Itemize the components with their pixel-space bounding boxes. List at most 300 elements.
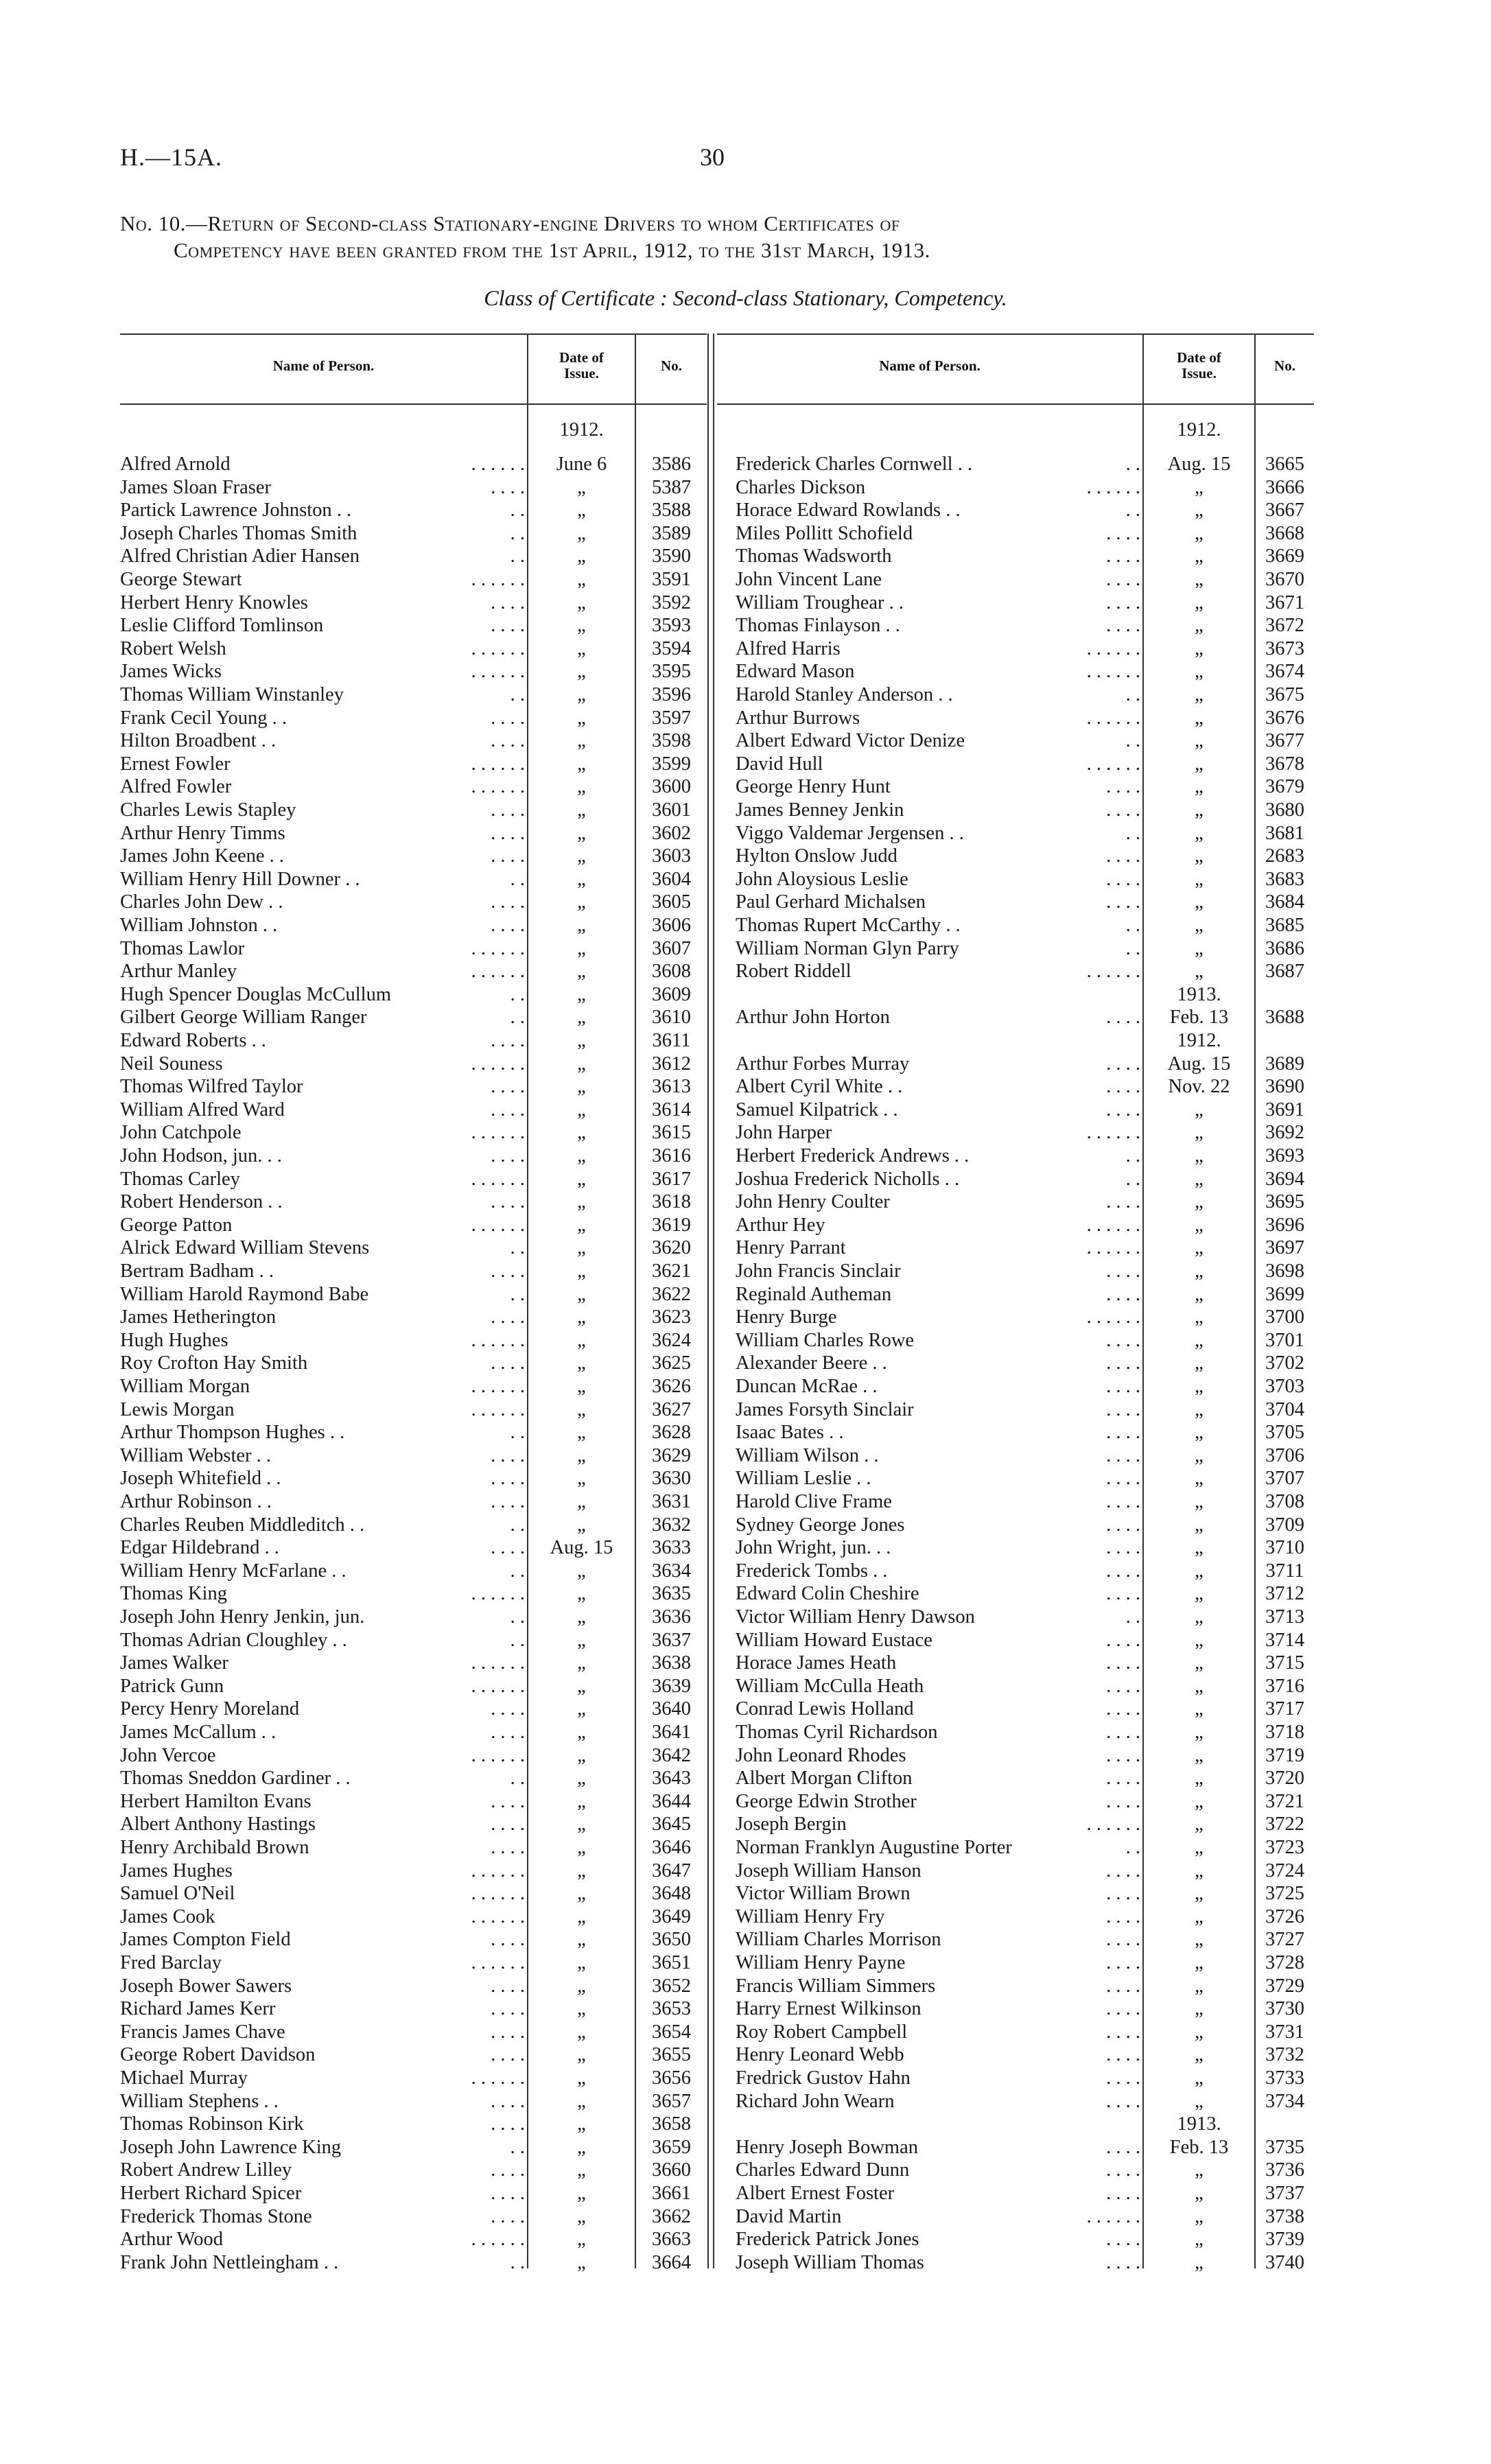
table-row-number: 3686 (1265, 937, 1304, 959)
table-row-name: Thomas Finlayson . . (736, 615, 900, 637)
table-row-leader: . . . . (491, 2159, 525, 2181)
table-row-date: „ (577, 1491, 586, 1512)
table-row-date: „ (577, 1422, 586, 1444)
table-row-number: 3620 (652, 1237, 691, 1259)
table-row-number: 3645 (652, 1814, 691, 1835)
table-row-date: „ (577, 684, 586, 705)
table-row-leader: . . . . (1106, 1975, 1140, 1997)
table-row-date: „ (577, 822, 586, 844)
table-row-number: 3613 (652, 1076, 691, 1098)
table-row-name: Henry Burge (736, 1306, 837, 1328)
table-row-number: 3629 (652, 1444, 691, 1466)
table-row-leader: . . . . . . (471, 1053, 525, 1075)
table-row-date: „ (577, 961, 586, 983)
table-row-name: George Robert Davidson (120, 2044, 316, 2066)
table-row-number: 3695 (1265, 1191, 1304, 1213)
table-row-number: 3618 (652, 1191, 691, 1213)
table-row-leader: . . . . (491, 2021, 525, 2043)
table-row-date: „ (577, 1514, 586, 1536)
table-row-date: „ (1195, 637, 1204, 659)
table-row-name: William Alfred Ward (120, 1099, 285, 1120)
table-row-name: Arthur Thompson Hughes . . (120, 1422, 345, 1444)
table-row-number: 3611 (652, 1030, 691, 1051)
table-row-number: 3730 (1265, 1998, 1304, 2020)
table-row-leader: . . (510, 545, 525, 567)
top-rule-right (717, 333, 1314, 335)
table-row-date: „ (1195, 961, 1204, 983)
table-row-date: „ (1195, 2229, 1204, 2251)
table-row-number: 3632 (652, 1514, 691, 1536)
table-row-leader: . . . . (491, 1790, 525, 1812)
table-row-name: Albert Cyril White . . (736, 1076, 903, 1098)
table-row-number: 3638 (652, 1652, 691, 1674)
table-row-date: „ (1195, 1122, 1204, 1144)
table-row-date: „ (577, 637, 586, 659)
table-row-name: Robert Welsh (120, 637, 226, 659)
table-row-date: „ (577, 1007, 586, 1029)
table-row-leader: . . . . . . (471, 937, 525, 959)
table-row-number: 3636 (652, 1606, 691, 1628)
table-row-leader: . . . . . . (471, 1744, 525, 1766)
table-row-name: Thomas Adrian Cloughley . . (120, 1629, 347, 1651)
table-row-number: 3669 (1265, 545, 1304, 567)
table-row-leader: . . . . (1106, 776, 1140, 798)
table-row-name: Joseph Charles Thomas Smith (120, 522, 357, 544)
table-row-date: „ (1195, 1744, 1204, 1766)
table-row-date: Feb. 13 (1169, 2136, 1229, 2158)
table-row-number: 3657 (652, 2090, 691, 2112)
table-heading (120, 210, 1376, 263)
table-row-number: 3713 (1265, 1606, 1304, 1628)
table-row-number: 3617 (652, 1168, 691, 1190)
table-row-number: 3719 (1265, 1744, 1304, 1766)
table-row-date: „ (1195, 1099, 1204, 1120)
table-row-name: William Howard Eustace (736, 1629, 932, 1651)
table-row-leader: . . . . (1106, 1514, 1140, 1536)
table-row-name: Joshua Frederick Nicholls . . (736, 1168, 960, 1190)
table-row-name: William Webster . . (120, 1444, 272, 1466)
table-row-leader: . . . . (491, 1191, 525, 1213)
table-row-leader: . . . . (491, 1260, 525, 1282)
table-row-name: Francis William Simmers (736, 1975, 936, 1997)
table-row-date: „ (577, 1859, 586, 1881)
table-row-number: 3720 (1265, 1768, 1304, 1790)
table-row-name: Ernest Fowler (120, 753, 231, 775)
table-row-leader: . . . . (1106, 1675, 1140, 1697)
table-row-date: „ (577, 1145, 586, 1166)
table-row-name: Joseph Whitefield . . (120, 1468, 281, 1490)
table-row-date: „ (577, 891, 586, 913)
table-row-date: „ (577, 2067, 586, 2089)
table-row-name: John Henry Coulter (736, 1191, 890, 1213)
table-row-leader: . . . . (1106, 1722, 1140, 1743)
table-row-number: 3732 (1265, 2044, 1304, 2066)
table-row-name: Michael Murray (120, 2067, 248, 2089)
table-row-number: 3697 (1265, 1237, 1304, 1259)
table-row-name: Arthur Robinson . . (120, 1491, 272, 1512)
table-row-name: Thomas William Winstanley (120, 684, 344, 705)
table-row-name: Roy Crofton Hay Smith (120, 1352, 308, 1374)
table-row-number: 3616 (652, 1145, 691, 1166)
table-row-leader: . . . . (1106, 1905, 1140, 1927)
table-row-number: 3594 (652, 637, 691, 659)
table-row-name: Charles Reuben Middleditch . . (120, 1514, 365, 1536)
table-row-name: Victor William Brown (736, 1883, 911, 1905)
table-row-name: Partick Lawrence Johnston . . (120, 500, 352, 521)
table-row-date: „ (577, 522, 586, 544)
table-row-number: 3644 (652, 1790, 691, 1812)
table-row-name: James John Keene . . (120, 845, 285, 867)
right-year-label: 1913. (1177, 2113, 1221, 2135)
table-row-number: 3658 (652, 2113, 691, 2135)
table-row-leader: . . . . (491, 845, 525, 867)
table-row-date: „ (1195, 799, 1204, 821)
table-row-name: Francis James Chave (120, 2021, 285, 2043)
table-row-name: Bertram Badham . . (120, 1260, 274, 1282)
table-row-leader: . . . . (491, 1929, 525, 1951)
table-row-leader: . . . . (1106, 1883, 1140, 1905)
table-row-date: „ (577, 707, 586, 729)
table-row-name: Arthur Hey (736, 1214, 825, 1236)
table-row-name: William Wilson . . (736, 1444, 879, 1466)
table-row-leader: . . (1125, 454, 1140, 475)
table-row-leader: . . (510, 983, 525, 1005)
table-row-leader: . . . . (491, 1352, 525, 1374)
table-row-name: Albert Edward Victor Denize (736, 730, 965, 752)
table-row-date: „ (577, 2229, 586, 2251)
table-row-date: „ (577, 476, 586, 498)
table-row-number: 3589 (652, 522, 691, 544)
table-row-number: 3707 (1265, 1468, 1304, 1490)
table-row-name: Fredrick Gustov Hahn (736, 2067, 911, 2089)
header-rule-right (717, 403, 1314, 405)
table-row-number: 3718 (1265, 1722, 1304, 1743)
table-row-leader: . . . . . . (471, 1859, 525, 1881)
table-row-name: James Cook (120, 1905, 215, 1927)
table-row-name: George Henry Hunt (736, 776, 891, 798)
page-reference: H.—15A. (120, 143, 222, 171)
table-row-leader: . . (1125, 822, 1140, 844)
table-row-name: Arthur Wood (120, 2229, 223, 2251)
table-row-number: 3633 (652, 1537, 691, 1559)
table-row-leader: . . . . . . (471, 1376, 525, 1397)
table-row-name: Patrick Gunn (120, 1675, 224, 1697)
table-row-leader: . . . . (1106, 1053, 1140, 1075)
right-year-label: 1913. (1177, 983, 1221, 1005)
table-row-name: Arthur John Horton (736, 1007, 890, 1029)
table-row-number: 3716 (1265, 1675, 1304, 1697)
table-row-name: Hugh Hughes (120, 1329, 228, 1351)
table-row-name: Thomas Rupert McCarthy . . (736, 915, 961, 936)
table-row-leader: . . . . . . (471, 661, 525, 683)
table-row-leader: . . . . (1106, 1698, 1140, 1720)
table-row-date: „ (1195, 1859, 1204, 1881)
table-row-name: Thomas Robinson Kirk (120, 2113, 304, 2135)
table-row-name: Herbert Richard Spicer (120, 2183, 302, 2204)
table-row-leader: . . . . (1106, 2021, 1140, 2043)
table-row-number: 3659 (652, 2136, 691, 2158)
table-row-leader: . . (1125, 1145, 1140, 1166)
table-row-date: „ (577, 615, 586, 637)
table-row-name: William Leslie . . (736, 1468, 871, 1490)
table-row-date: „ (577, 2044, 586, 2066)
table-row-name: Joseph Bergin (736, 1814, 847, 1835)
table-row-leader: . . . . (1106, 1744, 1140, 1766)
table-row-number: 3676 (1265, 707, 1304, 729)
table-row-leader: . . . . (491, 915, 525, 936)
table-row-date: „ (577, 1583, 586, 1605)
table-row-leader: . . (510, 2251, 525, 2273)
table-row-number: 3666 (1265, 476, 1304, 498)
table-row-name: James Hughes (120, 1859, 233, 1881)
table-row-number: 3596 (652, 684, 691, 705)
table-row-number: 3722 (1265, 1814, 1304, 1835)
table-row-date: „ (577, 1306, 586, 1328)
table-row-number: 3681 (1265, 822, 1304, 844)
table-row-date: „ (577, 1352, 586, 1374)
table-row-date: „ (577, 1168, 586, 1190)
table-row-name: Frederick Patrick Jones (736, 2229, 919, 2251)
table-row-name: Henry Archibald Brown (120, 1837, 309, 1858)
table-row-date: „ (577, 2159, 586, 2181)
table-row-date: „ (577, 1768, 586, 1790)
table-row-number: 3721 (1265, 1790, 1304, 1812)
table-row-name: Thomas Sneddon Gardiner . . (120, 1768, 351, 1790)
table-row-date: „ (1195, 1583, 1204, 1605)
table-row-number: 3608 (652, 961, 691, 983)
table-row-leader: . . . . (1106, 845, 1140, 867)
table-row-name: Albert Ernest Foster (736, 2183, 895, 2204)
class-of-certificate: Class of Certificate : Second-class Stationary, Competency. (484, 285, 1007, 310)
table-row-number: 3706 (1265, 1444, 1304, 1466)
table-row-number: 3715 (1265, 1652, 1304, 1674)
left-header-date-line2: Issue. (564, 365, 599, 382)
table-row-number: 3692 (1265, 1122, 1304, 1144)
table-row-date: „ (1195, 1444, 1204, 1466)
table-row-leader: . . . . (1106, 1352, 1140, 1374)
table-row-date: „ (1195, 1168, 1204, 1190)
table-row-number: 3662 (652, 2205, 691, 2227)
table-row-name: William Troughear . . (736, 591, 904, 613)
table-row-number: 3609 (652, 983, 691, 1005)
table-row-leader: . . . . (1106, 591, 1140, 613)
table-row-leader: . . (510, 522, 525, 544)
table-row-leader: . . . . (491, 822, 525, 844)
table-row-date: „ (1195, 2090, 1204, 2112)
table-row-number: 3612 (652, 1053, 691, 1075)
table-row-number: 3640 (652, 1698, 691, 1720)
table-row-number: 2683 (1265, 845, 1304, 867)
table-row-name: Isaac Bates . . (736, 1422, 844, 1444)
left-header-date-line1: Date of (559, 349, 604, 366)
table-row-number: 3591 (652, 569, 691, 590)
table-row-date: „ (577, 1629, 586, 1651)
table-row-leader: . . . . (1106, 2090, 1140, 2112)
table-row-name: Albert Morgan Clifton (736, 1768, 913, 1790)
table-row-leader: . . . . (491, 2044, 525, 2066)
table-row-leader: . . . . (1106, 569, 1140, 590)
table-row-date: „ (1195, 1145, 1204, 1166)
table-row-leader: . . (1125, 500, 1140, 521)
table-row-number: 3635 (652, 1583, 691, 1605)
table-row-number: 3731 (1265, 2021, 1304, 2043)
table-row-leader: . . . . (1106, 1952, 1140, 1973)
table-row-date: „ (1195, 2183, 1204, 2204)
table-row-name: Neil Souness (120, 1053, 223, 1075)
table-row-number: 3605 (652, 891, 691, 913)
table-row-name: James Hetherington (120, 1306, 277, 1328)
table-row-leader: . . . . . . (1086, 1237, 1140, 1259)
table-row-name: George Patton (120, 1214, 233, 1236)
table-row-date: „ (577, 1744, 586, 1766)
table-row-number: 3641 (652, 1722, 691, 1743)
table-row-date: „ (1195, 707, 1204, 729)
table-row-name: James Sloan Fraser (120, 476, 272, 498)
table-row-number: 3660 (652, 2159, 691, 2181)
table-row-number: 3688 (1265, 1007, 1304, 1029)
table-row-leader: . . . . (1106, 1859, 1140, 1881)
table-row-number: 3647 (652, 1859, 691, 1881)
table-row-name: John Hodson, jun. . . (120, 1145, 282, 1166)
table-row-leader: . . . . (1106, 1537, 1140, 1559)
table-row-leader: . . . . . . (471, 569, 525, 590)
table-row-leader: . . (1125, 1168, 1140, 1190)
table-row-number: 3678 (1265, 753, 1304, 775)
table-row-name: Samuel O'Neil (120, 1883, 235, 1905)
table-row-name: Alrick Edward William Stevens (120, 1237, 370, 1259)
right-header-date (1144, 350, 1254, 382)
table-row-leader: . . . . (1106, 1444, 1140, 1466)
table-row-number: 3588 (652, 500, 691, 521)
table-row-leader: . . (510, 1606, 525, 1628)
table-row-date: „ (1195, 1814, 1204, 1835)
table-row-name: Thomas Lawlor (120, 937, 245, 959)
table-row-date: „ (1195, 1883, 1204, 1905)
table-row-number: 3672 (1265, 615, 1304, 637)
table-row-date: „ (1195, 845, 1204, 867)
table-row-leader: . . . . . . (471, 1583, 525, 1605)
table-row-leader: . . . . . . (471, 454, 525, 475)
table-row-name: Alfred Harris (736, 637, 841, 659)
table-row-name: Horace James Heath (736, 1652, 897, 1674)
table-row-leader: . . . . (491, 1491, 525, 1512)
table-row-leader: . . . . . . (1086, 1814, 1140, 1835)
table-row-leader: . . (510, 868, 525, 890)
table-row-name: Arthur Manley (120, 961, 237, 983)
table-row-name: William Henry Payne (736, 1952, 906, 1973)
table-row-date: „ (1195, 1398, 1204, 1420)
table-row-leader: . . . . . . (1086, 476, 1140, 498)
table-row-leader: . . . . (491, 1099, 525, 1120)
right-header-no: No. (1274, 357, 1295, 374)
table-row-date: „ (1195, 1306, 1204, 1328)
table-row-number: 3699 (1265, 1283, 1304, 1305)
table-row-number: 3674 (1265, 661, 1304, 683)
table-row-leader: . . . . (1106, 1076, 1140, 1098)
table-row-number: 3646 (652, 1837, 691, 1858)
table-row-date: „ (1195, 1905, 1204, 1927)
table-row-leader: . . . . . . (471, 1652, 525, 1674)
table-row-name: Duncan McRae . . (736, 1376, 878, 1397)
table-row-date: „ (1195, 2251, 1204, 2273)
table-row-leader: . . . . (1106, 1998, 1140, 2020)
table-row-name: George Stewart (120, 569, 242, 590)
center-double-rule-a (707, 333, 709, 2268)
table-row-number: 3665 (1265, 454, 1304, 475)
table-row-date: „ (577, 1975, 586, 1997)
table-row-leader: . . (1125, 684, 1140, 705)
table-row-number: 3667 (1265, 500, 1304, 521)
right-year-label: 1912. (1177, 1030, 1221, 1051)
table-row-date: „ (1195, 2044, 1204, 2066)
table-row-number: 3652 (652, 1975, 691, 1997)
table-row-name: John Aloysious Leslie (736, 868, 908, 890)
table-row-date: „ (577, 1376, 586, 1397)
table-row-date: „ (577, 915, 586, 936)
table-row-date: „ (577, 1076, 586, 1098)
table-row-name: Charles Lewis Stapley (120, 799, 296, 821)
table-row-leader: . . (1125, 730, 1140, 752)
table-row-date: „ (1195, 1237, 1204, 1259)
table-row-date: „ (1195, 868, 1204, 890)
table-row-name: Harold Stanley Anderson . . (736, 684, 953, 705)
table-row-number: 3725 (1265, 1883, 1304, 1905)
table-row-leader: . . . . (1106, 1007, 1140, 1029)
table-row-leader: . . . . . . (471, 637, 525, 659)
table-row-name: Arthur Henry Timms (120, 822, 285, 844)
table-row-date: „ (577, 1675, 586, 1697)
table-row-date: Aug. 15 (550, 1537, 613, 1559)
table-row-name: Frederick Tombs . . (736, 1560, 888, 1582)
right-year-label: 1912. (1177, 419, 1221, 441)
table-row-name: Henry Leonard Webb (736, 2044, 904, 2066)
table-row-leader: . . (510, 1237, 525, 1259)
table-row-name: Thomas Wadsworth (736, 545, 892, 567)
table-row-date: „ (577, 1883, 586, 1905)
table-row-date: „ (577, 500, 586, 521)
table-row-leader: . . (510, 2136, 525, 2158)
table-row-number: 3615 (652, 1122, 691, 1144)
table-row-number: 3677 (1265, 730, 1304, 752)
table-row-leader: . . . . (1106, 2229, 1140, 2251)
table-row-date: „ (1195, 1260, 1204, 1282)
table-row-number: 3671 (1265, 591, 1304, 613)
table-row-leader: . . . . (1106, 1398, 1140, 1420)
table-row-date: „ (577, 2090, 586, 2112)
table-row-leader: . . . . (1106, 868, 1140, 890)
table-row-name: Joseph John Lawrence King (120, 2136, 342, 2158)
table-row-date: „ (577, 1283, 586, 1305)
table-row-name: John Francis Sinclair (736, 1260, 901, 1282)
table-row-date: „ (1195, 1214, 1204, 1236)
table-row-date: „ (1195, 1790, 1204, 1812)
table-row-date: „ (577, 776, 586, 798)
table-row-date: „ (1195, 1283, 1204, 1305)
table-row-leader: . . . . . . (1086, 753, 1140, 775)
table-row-number: 3693 (1265, 1145, 1304, 1166)
table-row-name: Paul Gerhard Michalsen (736, 891, 926, 913)
table-row-number: 3627 (652, 1398, 691, 1420)
table-row-leader: . . . . (491, 1537, 525, 1559)
table-row-number: 3700 (1265, 1306, 1304, 1328)
left-year-header: 1912. (559, 419, 604, 441)
table-row-number: 3705 (1265, 1422, 1304, 1444)
table-row-leader: . . . . (491, 1306, 525, 1328)
table-row-date: „ (577, 1722, 586, 1743)
table-row-leader: . . (510, 500, 525, 521)
heading-line-2: Competency have been granted from the 1st April, 1912, to the 31st March, 1913. (174, 238, 930, 262)
table-row-name: Frederick Thomas Stone (120, 2205, 312, 2227)
